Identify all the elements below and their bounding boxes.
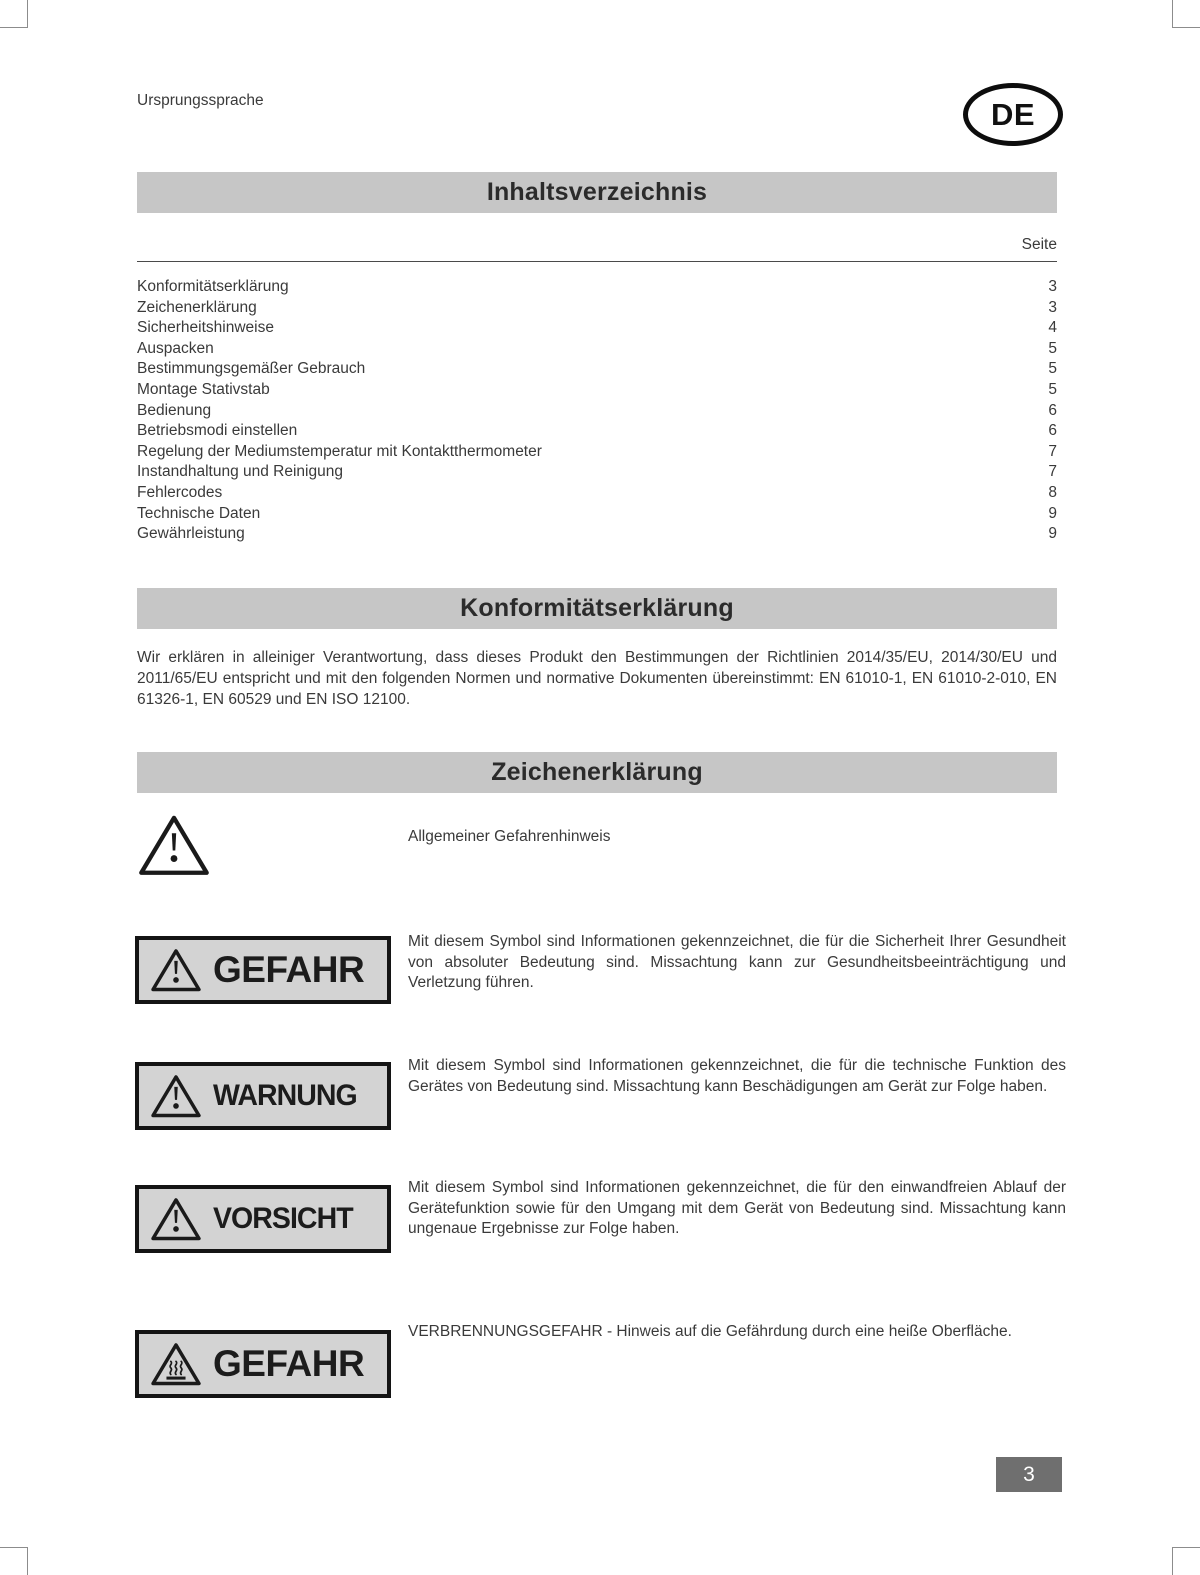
toc-entry-label: Betriebsmodi einstellen	[137, 422, 298, 440]
toc-row	[137, 524, 1057, 545]
signal-box-warnung	[135, 1062, 391, 1130]
toc-row	[137, 504, 1057, 525]
signal-box-label: GEFAHR	[213, 949, 365, 990]
toc-row	[137, 339, 1057, 360]
toc-entry-label: Montage Stativstab	[137, 380, 270, 398]
symbols-title: Zeichenerklärung	[491, 758, 703, 786]
general-hazard-triangle-icon	[137, 812, 211, 878]
signal-box-label: VORSICHT	[213, 1202, 353, 1235]
page-number: 3	[1023, 1462, 1035, 1486]
toc-row	[137, 277, 1057, 298]
toc-entry-page: 5	[1048, 339, 1057, 357]
toc-row	[137, 421, 1057, 442]
toc-entry-page: 3	[1048, 298, 1057, 316]
toc-entry-label: Auspacken	[137, 339, 214, 357]
toc-entry-page: 6	[1048, 422, 1057, 440]
toc-list	[137, 277, 1057, 545]
toc-entry-label: Sicherheitshinweise	[137, 319, 274, 337]
warning-triangle-icon	[150, 947, 202, 993]
symbol-description: VERBRENNUNGSGEFAHR - Hinweis auf die Gefährdung durch eine heiße Oberfläche.	[408, 1323, 1012, 1340]
toc-entry-label: Bestimmungsgemäßer Gebrauch	[137, 360, 366, 378]
toc-rule	[137, 261, 1057, 262]
country-badge-oval	[963, 83, 1063, 146]
toc-row	[137, 462, 1057, 483]
section-banner-conformity	[137, 588, 1057, 629]
toc-entry-page: 3	[1048, 278, 1057, 295]
toc-row	[137, 359, 1057, 380]
crop-mark-top-right	[1172, 0, 1200, 28]
crop-mark-top-left	[0, 0, 28, 28]
warning-triangle-icon	[150, 1196, 202, 1242]
signal-box-label: GEFAHR	[213, 1343, 365, 1384]
signal-box-verbrennungsgefahr	[135, 1330, 391, 1398]
signal-box-gefahr	[135, 936, 391, 1004]
toc-column-header: Seite	[1021, 236, 1057, 253]
symbol-description: Mit diesem Symbol sind Informationen gekennzeichnet, die für die technische Funktion des Gerätes von Bedeutung sind. Missachtung kann Beschädigungen am Gerät zur Folge haben.	[408, 1057, 1066, 1095]
page-number-badge	[996, 1457, 1062, 1492]
toc-row	[137, 298, 1057, 319]
warning-triangle-icon	[150, 1073, 202, 1119]
conformity-body: Wir erklären in alleiniger Verantwortung, dass dieses Produkt den Bestimmungen der Richtlinien 2014/35/EU, 2014/30/EU und 2011/65/EU entspricht und mit den folgenden Normen und normative Dokumenten übereinstimmt: EN 61010-1, EN 61010-2-010, EN 61326-1, EN 60529 und EN ISO 12100.	[137, 649, 1057, 708]
section-banner-toc	[137, 172, 1057, 213]
signal-box-vorsicht	[135, 1185, 391, 1253]
section-banner-symbols	[137, 752, 1057, 793]
hot-surface-icon	[150, 1341, 202, 1387]
toc-entry-label: Zeichenerklärung	[137, 298, 257, 316]
toc-entry-page: 7	[1048, 463, 1057, 481]
toc-entry-label: Konformitätserklärung	[137, 278, 289, 295]
toc-entry-label: Regelung der Mediumstemperatur mit Kontaktthermometer	[137, 442, 542, 460]
symbol-description: Mit diesem Symbol sind Informationen gekennzeichnet, die für die Sicherheit Ihrer Gesundheit von absoluter Bedeutung sind. Missachtung kann zur Gesundheitsbeeinträchtigung und Verletzung führen.	[408, 933, 1066, 991]
toc-entry-page: 9	[1048, 504, 1057, 522]
toc-row	[137, 380, 1057, 401]
symbol-description: Allgemeiner Gefahrenhinweis	[408, 828, 611, 845]
conformity-title: Konformitätserklärung	[460, 594, 734, 622]
toc-entry-page: 9	[1048, 525, 1057, 543]
toc-entry-label: Technische Daten	[137, 504, 261, 522]
crop-mark-bottom-right	[1172, 1547, 1200, 1575]
toc-entry-page: 7	[1048, 442, 1057, 460]
country-badge-label: DE	[990, 96, 1036, 132]
symbol-description: Mit diesem Symbol sind Informationen gekennzeichnet, die für den einwandfreien Ablauf der Gerätefunktion sowie für den Umgang mit dem Gerät von Bedeutung sind. Missachtung kann ungenaue Ergebnisse zur Folge haben.	[408, 1179, 1066, 1237]
toc-entry-label: Bedienung	[137, 401, 212, 419]
toc-row	[137, 401, 1057, 422]
signal-box-label: WARNUNG	[213, 1079, 357, 1112]
toc-entry-page: 8	[1048, 483, 1057, 501]
toc-entry-label: Instandhaltung und Reinigung	[137, 463, 343, 481]
toc-title: Inhaltsverzeichnis	[486, 178, 708, 206]
toc-entry-page: 6	[1048, 401, 1057, 419]
toc-entry-page: 5	[1048, 360, 1057, 378]
toc-entry-label: Fehlercodes	[137, 483, 223, 501]
toc-row	[137, 483, 1057, 504]
language-note: Ursprungssprache	[137, 92, 264, 109]
toc-entry-page: 4	[1048, 319, 1057, 337]
toc-row	[137, 318, 1057, 339]
toc-row	[137, 442, 1057, 463]
toc-entry-label: Gewährleistung	[137, 525, 245, 543]
toc-entry-page: 5	[1048, 380, 1057, 398]
crop-mark-bottom-left	[0, 1547, 28, 1575]
